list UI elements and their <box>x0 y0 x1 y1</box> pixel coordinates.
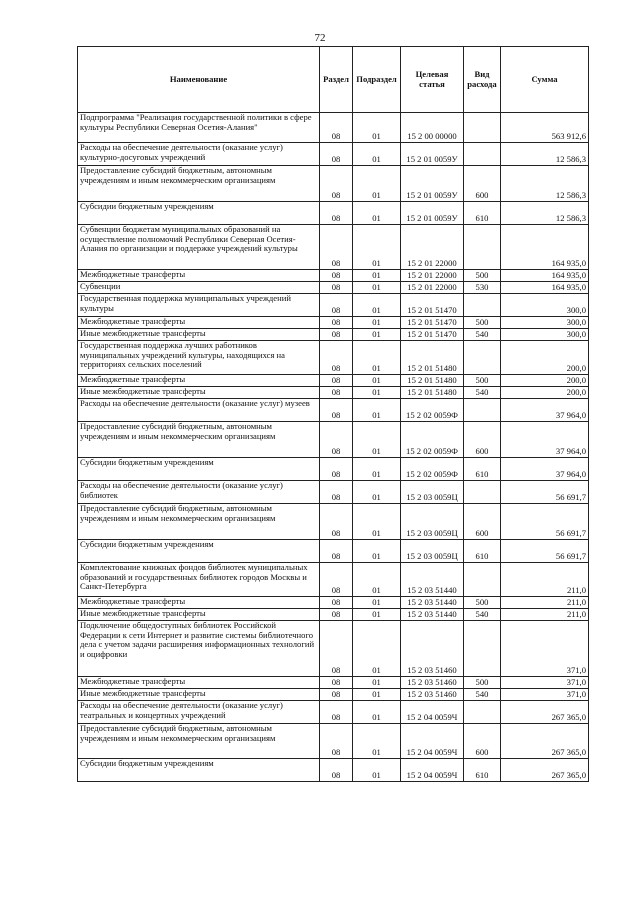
cell-article: 15 2 03 51460 <box>401 677 464 689</box>
cell-article: 15 2 01 0059У <box>401 166 464 202</box>
table-row <box>78 375 589 387</box>
cell-article: 15 2 04 0059Ч <box>401 701 464 724</box>
cell-section: 08 <box>320 329 353 341</box>
cell-section: 08 <box>320 143 353 166</box>
cell-subsection: 01 <box>353 689 401 701</box>
table-row <box>78 481 589 504</box>
cell-section: 08 <box>320 540 353 563</box>
table-row <box>78 270 589 282</box>
cell-kind: 500 <box>464 317 501 329</box>
table-row <box>78 143 589 166</box>
cell-section: 08 <box>320 724 353 759</box>
cell-sum: 37 964,0 <box>501 458 589 481</box>
cell-subsection: 01 <box>353 621 401 677</box>
cell-article: 15 2 01 22000 <box>401 225 464 270</box>
cell-article: 15 2 00 00000 <box>401 113 464 143</box>
cell-kind <box>464 143 501 166</box>
table-row <box>78 689 589 701</box>
cell-name: Субвенции бюджетам муниципальных образований на осуществление полномочий Республики Северная Осетия-Алания по организации и поддержке учреждений культуры <box>78 225 320 270</box>
cell-name: Расходы на обеспечение деятельности (оказание услуг) театральных и концертных учреждений <box>78 701 320 724</box>
cell-section: 08 <box>320 597 353 609</box>
cell-sum: 300,0 <box>501 294 589 317</box>
cell-sum: 164 935,0 <box>501 225 589 270</box>
cell-name: Иные межбюджетные трансферты <box>78 329 320 341</box>
cell-article: 15 2 01 0059У <box>401 143 464 166</box>
cell-kind <box>464 341 501 375</box>
cell-name: Расходы на обеспечение деятельности (оказание услуг) культурно-досуговых учреждений <box>78 143 320 166</box>
cell-subsection: 01 <box>353 375 401 387</box>
table-row <box>78 422 589 458</box>
cell-kind: 600 <box>464 422 501 458</box>
cell-article: 15 2 03 51460 <box>401 621 464 677</box>
cell-sum: 56 691,7 <box>501 481 589 504</box>
table-row <box>78 540 589 563</box>
table-row <box>78 225 589 270</box>
cell-name: Иные межбюджетные трансферты <box>78 689 320 701</box>
cell-article: 15 2 03 51460 <box>401 689 464 701</box>
table-row <box>78 563 589 597</box>
cell-name: Иные межбюджетные трансферты <box>78 387 320 399</box>
cell-article: 15 2 01 0059У <box>401 202 464 225</box>
cell-subsection: 01 <box>353 422 401 458</box>
cell-name: Предоставление субсидий бюджетным, автономным учреждениям и иным некоммерческим организациям <box>78 504 320 540</box>
cell-sum: 267 365,0 <box>501 724 589 759</box>
cell-section: 08 <box>320 609 353 621</box>
cell-sum: 200,0 <box>501 387 589 399</box>
cell-subsection: 01 <box>353 609 401 621</box>
cell-name: Межбюджетные трансферты <box>78 677 320 689</box>
cell-section: 08 <box>320 341 353 375</box>
header-subsection: Подраздел <box>353 47 401 113</box>
cell-article: 15 2 01 51470 <box>401 329 464 341</box>
cell-name: Субвенции <box>78 282 320 294</box>
cell-kind <box>464 481 501 504</box>
table-row <box>78 282 589 294</box>
cell-subsection: 01 <box>353 759 401 782</box>
cell-section: 08 <box>320 621 353 677</box>
cell-subsection: 01 <box>353 143 401 166</box>
cell-name: Комплектование книжных фондов библиотек муниципальных образований и государственных библиотек городов Москвы и Санкт-Петербурга <box>78 563 320 597</box>
cell-sum: 37 964,0 <box>501 422 589 458</box>
cell-subsection: 01 <box>353 387 401 399</box>
cell-name: Предоставление субсидий бюджетным, автономным учреждениям и иным некоммерческим организациям <box>78 166 320 202</box>
cell-kind: 540 <box>464 689 501 701</box>
cell-sum: 267 365,0 <box>501 759 589 782</box>
cell-name: Субсидии бюджетным учреждениям <box>78 759 320 782</box>
cell-name: Субсидии бюджетным учреждениям <box>78 202 320 225</box>
cell-section: 08 <box>320 387 353 399</box>
cell-kind: 610 <box>464 202 501 225</box>
cell-article: 15 2 03 51440 <box>401 597 464 609</box>
cell-kind <box>464 225 501 270</box>
cell-subsection: 01 <box>353 329 401 341</box>
cell-article: 15 2 01 22000 <box>401 270 464 282</box>
table-row <box>78 113 589 143</box>
cell-sum: 371,0 <box>501 677 589 689</box>
cell-section: 08 <box>320 481 353 504</box>
cell-subsection: 01 <box>353 563 401 597</box>
cell-name: Государственная поддержка лучших работников муниципальных учреждений культуры, находящихся на территориях сельских поселений <box>78 341 320 375</box>
cell-name: Межбюджетные трансферты <box>78 597 320 609</box>
cell-section: 08 <box>320 225 353 270</box>
cell-section: 08 <box>320 701 353 724</box>
cell-name: Иные межбюджетные трансферты <box>78 609 320 621</box>
cell-article: 15 2 03 0059Ц <box>401 504 464 540</box>
cell-sum: 300,0 <box>501 329 589 341</box>
cell-section: 08 <box>320 282 353 294</box>
budget-table <box>77 46 589 782</box>
cell-name: Расходы на обеспечение деятельности (оказание услуг) музеев <box>78 399 320 422</box>
table-row <box>78 458 589 481</box>
cell-kind: 610 <box>464 540 501 563</box>
cell-subsection: 01 <box>353 399 401 422</box>
cell-kind: 530 <box>464 282 501 294</box>
cell-kind: 540 <box>464 387 501 399</box>
cell-article: 15 2 01 51470 <box>401 294 464 317</box>
cell-subsection: 01 <box>353 202 401 225</box>
cell-subsection: 01 <box>353 113 401 143</box>
cell-article: 15 2 01 51480 <box>401 375 464 387</box>
cell-sum: 300,0 <box>501 317 589 329</box>
table-row <box>78 504 589 540</box>
table-row <box>78 701 589 724</box>
cell-article: 15 2 01 51480 <box>401 387 464 399</box>
cell-subsection: 01 <box>353 724 401 759</box>
header-section: Раздел <box>320 47 353 113</box>
cell-subsection: 01 <box>353 166 401 202</box>
cell-name: Предоставление субсидий бюджетным, автономным учреждениям и иным некоммерческим организациям <box>78 724 320 759</box>
cell-subsection: 01 <box>353 341 401 375</box>
cell-kind <box>464 113 501 143</box>
cell-sum: 371,0 <box>501 689 589 701</box>
cell-name: Расходы на обеспечение деятельности (оказание услуг) библиотек <box>78 481 320 504</box>
cell-name: Предоставление субсидий бюджетным, автономным учреждениям и иным некоммерческим организациям <box>78 422 320 458</box>
cell-subsection: 01 <box>353 270 401 282</box>
cell-sum: 211,0 <box>501 609 589 621</box>
cell-sum: 37 964,0 <box>501 399 589 422</box>
cell-kind: 500 <box>464 597 501 609</box>
cell-section: 08 <box>320 759 353 782</box>
table-header-row <box>78 47 589 113</box>
cell-kind: 500 <box>464 677 501 689</box>
cell-sum: 211,0 <box>501 563 589 597</box>
cell-name: Подпрограмма "Реализация государственной политики в сфере культуры Республики Северная Осетия-Алания" <box>78 113 320 143</box>
cell-kind: 600 <box>464 724 501 759</box>
cell-article: 15 2 03 51440 <box>401 609 464 621</box>
cell-name: Межбюджетные трансферты <box>78 317 320 329</box>
cell-sum: 267 365,0 <box>501 701 589 724</box>
cell-sum: 211,0 <box>501 597 589 609</box>
cell-subsection: 01 <box>353 317 401 329</box>
cell-kind: 610 <box>464 759 501 782</box>
cell-sum: 12 586,3 <box>501 202 589 225</box>
table-body <box>78 113 589 782</box>
cell-subsection: 01 <box>353 294 401 317</box>
cell-kind <box>464 294 501 317</box>
table-row <box>78 677 589 689</box>
cell-name: Субсидии бюджетным учреждениям <box>78 540 320 563</box>
cell-sum: 164 935,0 <box>501 282 589 294</box>
cell-section: 08 <box>320 504 353 540</box>
table-row <box>78 387 589 399</box>
cell-section: 08 <box>320 270 353 282</box>
table-row <box>78 609 589 621</box>
table-row <box>78 329 589 341</box>
cell-section: 08 <box>320 563 353 597</box>
cell-name: Государственная поддержка муниципальных учреждений культуры <box>78 294 320 317</box>
cell-article: 15 2 04 0059Ч <box>401 759 464 782</box>
cell-kind: 500 <box>464 270 501 282</box>
cell-name: Субсидии бюджетным учреждениям <box>78 458 320 481</box>
cell-sum: 563 912,6 <box>501 113 589 143</box>
cell-kind: 600 <box>464 504 501 540</box>
cell-subsection: 01 <box>353 481 401 504</box>
cell-section: 08 <box>320 113 353 143</box>
cell-article: 15 2 02 0059Ф <box>401 458 464 481</box>
cell-article: 15 2 03 0059Ц <box>401 540 464 563</box>
table-row <box>78 597 589 609</box>
table-row <box>78 166 589 202</box>
table-row <box>78 399 589 422</box>
cell-section: 08 <box>320 399 353 422</box>
cell-kind: 610 <box>464 458 501 481</box>
cell-section: 08 <box>320 677 353 689</box>
cell-section: 08 <box>320 294 353 317</box>
cell-article: 15 2 03 0059Ц <box>401 481 464 504</box>
cell-sum: 56 691,7 <box>501 504 589 540</box>
cell-kind <box>464 701 501 724</box>
cell-section: 08 <box>320 202 353 225</box>
cell-name: Подключение общедоступных библиотек Российской Федерации к сети Интернет и развитие системы библиотечного дела с учетом задачи расширения информационных технологий и оцифровки <box>78 621 320 677</box>
table-row <box>78 724 589 759</box>
table-row <box>78 317 589 329</box>
cell-article: 15 2 02 0059Ф <box>401 422 464 458</box>
cell-article: 15 2 01 22000 <box>401 282 464 294</box>
cell-sum: 12 586,3 <box>501 143 589 166</box>
cell-sum: 164 935,0 <box>501 270 589 282</box>
table-row <box>78 341 589 375</box>
cell-article: 15 2 01 51470 <box>401 317 464 329</box>
cell-name: Межбюджетные трансферты <box>78 270 320 282</box>
cell-sum: 200,0 <box>501 375 589 387</box>
cell-section: 08 <box>320 166 353 202</box>
cell-kind <box>464 399 501 422</box>
cell-subsection: 01 <box>353 458 401 481</box>
cell-subsection: 01 <box>353 701 401 724</box>
cell-name: Межбюджетные трансферты <box>78 375 320 387</box>
table-row <box>78 294 589 317</box>
cell-sum: 56 691,7 <box>501 540 589 563</box>
cell-section: 08 <box>320 458 353 481</box>
header-sum: Сумма <box>501 47 589 113</box>
cell-kind: 540 <box>464 329 501 341</box>
cell-kind: 600 <box>464 166 501 202</box>
cell-kind: 540 <box>464 609 501 621</box>
header-article: Целевая статья <box>401 47 464 113</box>
cell-subsection: 01 <box>353 225 401 270</box>
cell-subsection: 01 <box>353 540 401 563</box>
cell-sum: 371,0 <box>501 621 589 677</box>
cell-sum: 12 586,3 <box>501 166 589 202</box>
table-row <box>78 202 589 225</box>
cell-article: 15 2 02 0059Ф <box>401 399 464 422</box>
cell-sum: 200,0 <box>501 341 589 375</box>
table-row <box>78 759 589 782</box>
table-row <box>78 621 589 677</box>
header-kind: Вид расхода <box>464 47 501 113</box>
cell-article: 15 2 01 51480 <box>401 341 464 375</box>
cell-section: 08 <box>320 689 353 701</box>
page-number: 72 <box>314 32 326 44</box>
cell-kind <box>464 621 501 677</box>
cell-section: 08 <box>320 317 353 329</box>
cell-subsection: 01 <box>353 504 401 540</box>
cell-article: 15 2 04 0059Ч <box>401 724 464 759</box>
cell-kind: 500 <box>464 375 501 387</box>
cell-section: 08 <box>320 422 353 458</box>
header-name: Наименование <box>78 47 320 113</box>
cell-article: 15 2 03 51440 <box>401 563 464 597</box>
cell-kind <box>464 563 501 597</box>
cell-section: 08 <box>320 375 353 387</box>
cell-subsection: 01 <box>353 597 401 609</box>
cell-subsection: 01 <box>353 282 401 294</box>
cell-subsection: 01 <box>353 677 401 689</box>
